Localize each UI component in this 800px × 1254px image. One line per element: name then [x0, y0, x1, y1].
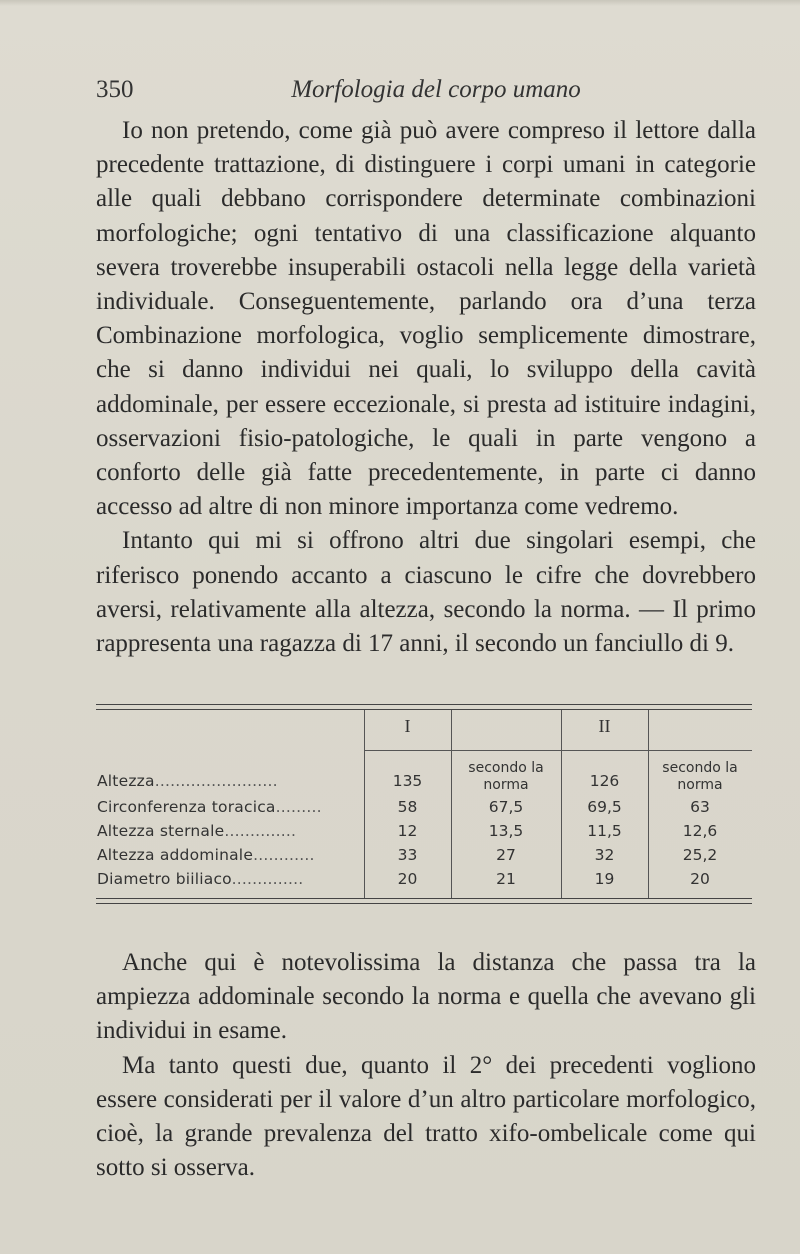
value-i-norm: 27: [496, 846, 516, 864]
value-ii-norm: 63: [690, 798, 710, 816]
paragraph: Io non pretendo, come già può avere compreso il lettore dalla precedente trattazione, di distinguere i corpi umani in categorie alle quali debbano corrispondere determinate combinazioni morfologiche; ogni tentativo di una classificazione alquanto severa troverebbe insuperabili ostacoli nella legge della varietà individuale. Conseguentemente, parlando ora d’una terza Combinazione morfologica, voglio semplicemente dimostrare, che si danno individui nei quali, lo sviluppo della cavità addominale, per essere eccezionale, si presta ad istituire indagini, osservazioni fisio-patologiche, le quali in parte vengono a conforto delle già fatte precedentemente, in parte ci danno accesso ad altre di non minore importanza come vedremo.: [96, 117, 756, 521]
value-i: 12: [397, 822, 418, 840]
paragraph: Intanto qui mi si offrono altri due singolari esempi, che riferisco ponendo accanto a ciascuno le cifre che dovrebbero aversi, relativamente alla altezza, secondo la norma. — Il primo rappresenta una ragazza di 17 anni, il secondo un fanciullo di 9.: [96, 527, 756, 658]
value-ii: 126: [589, 772, 620, 790]
group-header-i: I: [404, 716, 411, 736]
page-header: [96, 76, 756, 110]
header-underline: [561, 750, 648, 751]
leader-dots: ..............: [224, 822, 297, 840]
paragraph: Ma tanto questi due, quanto il 2° dei precedenti vogliono essere considerati per il valore d’un altro particolare morfologico, cioè, la grande prevalenza del tratto xifo-ombelicale come qui sotto si osserva.: [96, 1051, 756, 1182]
row-label: Diametro biiliaco: [97, 870, 232, 888]
sub-header-norm-i: secondo la norma: [468, 760, 544, 793]
table-bottom-rule: [96, 898, 752, 904]
row-label: Altezza addominale: [97, 846, 254, 864]
paragraph: Anche qui è notevolissima la distanza che passa tra la ampiezza addominale secondo la norma e quella che avevano gli individui in esame.: [96, 949, 756, 1045]
running-title: Morfologia del corpo umano: [291, 76, 581, 103]
value-i: 20: [397, 870, 418, 888]
value-ii-norm: 25,2: [682, 846, 718, 864]
value-ii: 69,5: [587, 798, 622, 816]
value-i-norm: 13,5: [488, 822, 524, 840]
leader-dots: ..............: [231, 870, 304, 888]
group-header-ii: II: [598, 716, 611, 736]
leader-dots: ........................: [154, 772, 278, 790]
row-label: Altezza: [97, 772, 155, 790]
leader-dots: ............: [253, 846, 315, 864]
measurements-table: [96, 700, 756, 910]
leader-dots: .........: [275, 798, 322, 816]
table-top-rule: [96, 704, 752, 710]
value-i: 135: [392, 772, 423, 790]
value-ii-norm: 20: [690, 870, 710, 888]
body-text-bottom: [96, 946, 756, 1185]
value-i-norm: 21: [496, 870, 516, 888]
value-ii: 32: [594, 846, 615, 864]
value-ii: 19: [594, 870, 615, 888]
body-text-top: [96, 114, 756, 661]
row-label: Altezza sternale: [97, 822, 225, 840]
page-number: 350: [96, 76, 134, 103]
header-underline: [451, 750, 561, 751]
value-i: 58: [397, 798, 418, 816]
row-label: Circonferenza toracica: [97, 798, 276, 816]
page-top-edge: [0, 0, 800, 6]
header-underline: [364, 750, 451, 751]
header-underline: [648, 750, 752, 751]
value-i: 33: [397, 846, 418, 864]
value-ii: 11,5: [587, 822, 622, 840]
sub-header-norm-ii: secondo la norma: [662, 760, 738, 793]
value-ii-norm: 12,6: [682, 822, 718, 840]
value-i-norm: 67,5: [488, 798, 524, 816]
